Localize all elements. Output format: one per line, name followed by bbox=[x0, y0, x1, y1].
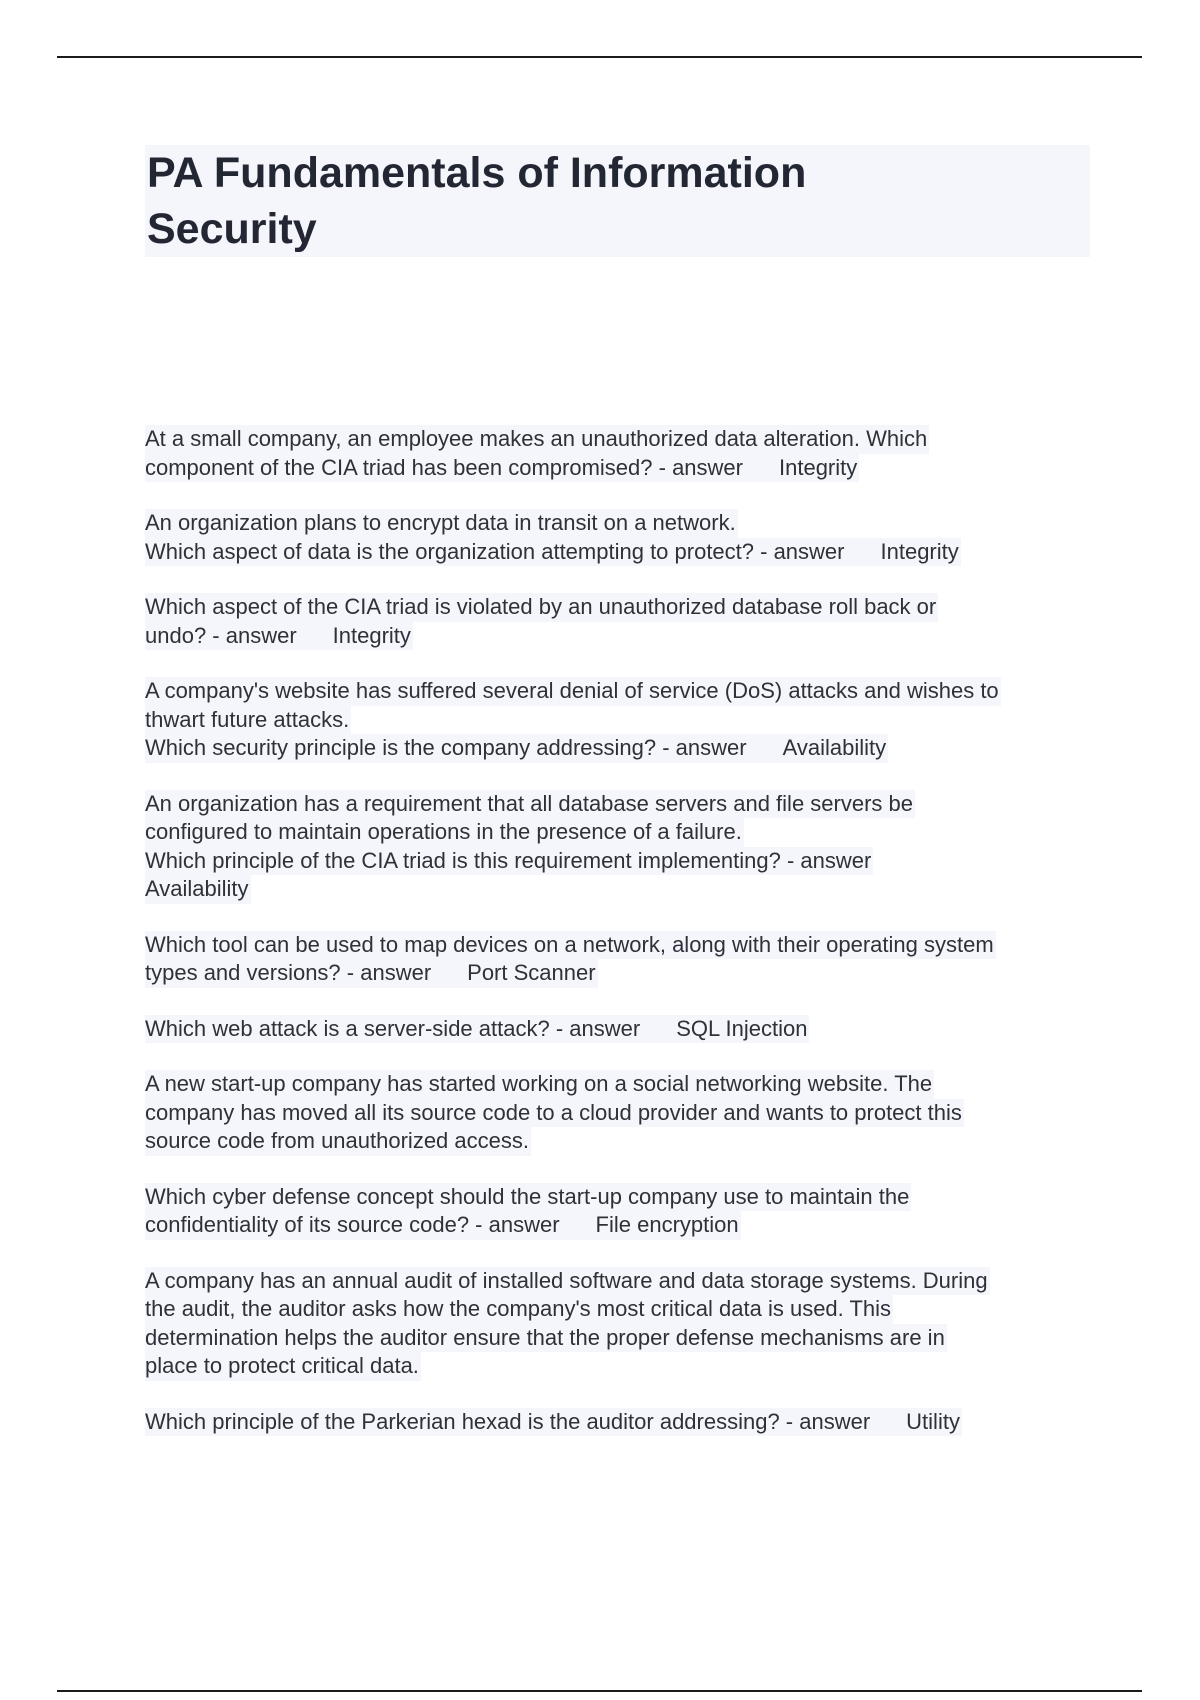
qa-item bbox=[145, 931, 1090, 988]
answer-text: Availability bbox=[782, 735, 887, 760]
question-line: Which principle of the CIA triad is this requirement implementing? - answer bbox=[145, 847, 873, 876]
question-line: confidentiality of its source code? - answer File encryption bbox=[145, 1211, 741, 1240]
question-line: Which aspect of the CIA triad is violated by an unauthorized database roll back or bbox=[145, 593, 938, 622]
qa-item bbox=[145, 425, 1090, 482]
question-line: component of the CIA triad has been compromised? - answer Integrity bbox=[145, 454, 859, 483]
document-body bbox=[145, 145, 1090, 1463]
qa-item bbox=[145, 1183, 1090, 1240]
question-line: Which web attack is a server-side attack? - answer SQL Injection bbox=[145, 1015, 809, 1044]
question-line: An organization plans to encrypt data in transit on a network. bbox=[145, 509, 738, 538]
answer-text: Utility bbox=[906, 1408, 960, 1434]
title-line-2: Security bbox=[147, 205, 317, 253]
question-line: At a small company, an employee makes an unauthorized data alteration. Which bbox=[145, 425, 929, 454]
question-line: company has moved all its source code to a cloud provider and wants to protect this bbox=[145, 1099, 964, 1128]
question-line: types and versions? - answer Port Scanner bbox=[145, 959, 598, 988]
answer-text: SQL Injection bbox=[676, 1015, 808, 1041]
qa-item bbox=[145, 677, 1090, 763]
qa-item bbox=[145, 509, 1090, 566]
qa-list bbox=[145, 425, 1090, 1436]
bottom-rule bbox=[57, 1690, 1142, 1692]
question-line: A company has an annual audit of installed software and data storage systems. During bbox=[145, 1267, 990, 1296]
question-line: undo? - answer Integrity bbox=[145, 622, 413, 651]
question-line: A new start-up company has started working on a social networking website. The bbox=[145, 1070, 934, 1099]
qa-item bbox=[145, 1015, 1090, 1044]
answer-text: Availability bbox=[145, 875, 251, 904]
question-line: place to protect critical data. bbox=[145, 1352, 421, 1381]
question-line: An organization has a requirement that all database servers and file servers be bbox=[145, 790, 915, 819]
answer-text: Integrity bbox=[779, 454, 858, 480]
qa-item bbox=[145, 1070, 1090, 1156]
question-line: Which cyber defense concept should the start-up company use to maintain the bbox=[145, 1183, 911, 1212]
answer-text: Port Scanner bbox=[467, 960, 596, 985]
question-line: thwart future attacks. bbox=[145, 706, 351, 735]
qa-item bbox=[145, 593, 1090, 650]
question-line: Which principle of the Parkerian hexad is the auditor addressing? - answer Utility bbox=[145, 1408, 962, 1437]
title-line-1: PA Fundamentals of Information bbox=[147, 149, 807, 197]
question-line: the audit, the auditor asks how the company's most critical data is used. This bbox=[145, 1295, 893, 1324]
answer-text: File encryption bbox=[595, 1212, 739, 1237]
top-rule bbox=[57, 56, 1142, 58]
question-line: A company's website has suffered several denial of service (DoS) attacks and wishes to bbox=[145, 677, 1001, 706]
question-line: configured to maintain operations in the presence of a failure. bbox=[145, 818, 744, 847]
question-line: Which aspect of data is the organization attempting to protect? - answer Integrity bbox=[145, 538, 961, 567]
qa-item bbox=[145, 1408, 1090, 1437]
question-line: Which tool can be used to map devices on a network, along with their operating system bbox=[145, 931, 996, 960]
qa-item bbox=[145, 790, 1090, 904]
question-line: source code from unauthorized access. bbox=[145, 1127, 531, 1156]
qa-item bbox=[145, 1267, 1090, 1381]
document-title bbox=[145, 145, 1090, 257]
answer-text: Integrity bbox=[332, 622, 411, 648]
question-line: Which security principle is the company addressing? - answer Availability bbox=[145, 734, 888, 763]
answer-text: Integrity bbox=[880, 538, 959, 564]
question-line: determination helps the auditor ensure that the proper defense mechanisms are in bbox=[145, 1324, 947, 1353]
